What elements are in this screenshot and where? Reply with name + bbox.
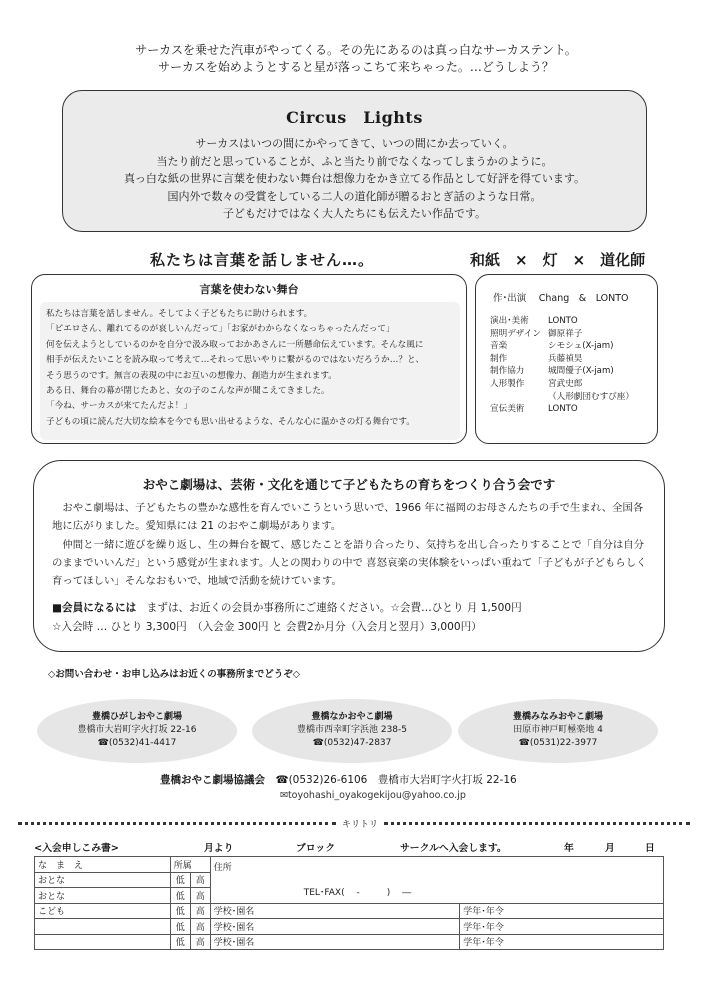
level-low[interactable]: 低 — [170, 934, 190, 950]
credit-role — [490, 391, 548, 404]
oyako-gekijou-title: おやこ劇場は、芸術・文化を通じて子どもたちの育ちをつくり合う会です — [142, 477, 556, 492]
membership-info — [52, 599, 652, 637]
cut-dots-right — [384, 822, 690, 825]
office-name: 豊橋みなみおやこ劇場 — [512, 712, 603, 722]
credit-role: 制作 — [490, 353, 508, 364]
level-high[interactable]: 高 — [190, 903, 210, 919]
form-year: 年 — [564, 843, 574, 854]
credit-row — [490, 365, 634, 378]
credit-role: 演出･美術 — [490, 316, 529, 326]
affiliation-label: 所属 — [170, 857, 210, 873]
credit-row — [490, 340, 634, 353]
credit-role: 人形製作 — [490, 378, 525, 389]
wordless-stage-line: 「ピエロさん、離れてるのが哀しいんだって」「お家がわからなくなっちゃったんだって」 — [46, 324, 395, 335]
circus-line: 子どもだけではなく大人たちにも伝えたい作品です。 — [222, 207, 487, 220]
intro-line-1: サーカスを乗せた汽車がやってくる。その先にあるのは真っ白なサーカステント。 — [135, 43, 577, 57]
wordless-stage-line: 何を伝えようとしているのかを自分で汲み取っておかあさんに一所懸命伝えています。そんな風に — [46, 339, 424, 350]
association-info — [160, 772, 517, 787]
form-circle: サークルへ入会します。 — [400, 843, 507, 854]
credit-row — [490, 378, 634, 391]
office-name: 豊橋なかおやこ劇場 — [311, 712, 393, 722]
credits-list — [490, 315, 634, 416]
association-email: ✉toyohashi_oyakogekijou@yahoo.co.jp — [280, 790, 466, 801]
grade-age-field[interactable]: 学年･年令 — [460, 934, 664, 950]
association-contact: ☎(0532)26-6106 豊橋市大岩町字火打坂 22-16 — [265, 774, 517, 786]
wordless-stage-title: 言葉を使わない舞台 — [199, 283, 299, 296]
credit-row — [490, 403, 634, 416]
address-label: 住所 — [213, 863, 232, 873]
credits-box — [475, 274, 658, 444]
cut-dots-left — [18, 822, 336, 825]
office-naka — [252, 699, 452, 763]
membership-entry-fee: ☆入会時 … ひとり 3,300円 （入会金 300円 と 会費2か月分（入会月と翌月）3,000円） — [52, 621, 482, 633]
school-name-field[interactable]: 学校･園名 — [210, 934, 460, 950]
cut-line — [18, 818, 690, 830]
credit-name: シモシュ(X-jam) — [548, 341, 614, 352]
contact-heading: ◇お問い合わせ・お申し込みはお近くの事務所までどうぞ◇ — [48, 669, 301, 680]
form-day: 日 — [645, 843, 655, 854]
wordless-stage-text — [40, 302, 460, 440]
form-block: ブロック — [296, 843, 335, 854]
intro-text — [0, 42, 712, 76]
credit-name: 御原祥子 — [548, 328, 583, 339]
circus-line: 真っ白な紙の世界に言葉を使わない舞台は想像力をかき立てる作品として好評を得ています。 — [123, 172, 586, 185]
membership-fee: まずは、お近くの会員か事務所にご連絡ください。☆会費…ひとり 月 1,500円 — [136, 602, 522, 614]
circus-line: 国内外で数々の受賞をしている二人の道化師が贈るおとぎ話のような日常。 — [167, 189, 542, 203]
blank-name-cell[interactable] — [35, 919, 171, 935]
intro-line-2: サーカスを始めようとすると星が落っこちて来ちゃった。…どうしよう？ — [158, 60, 554, 74]
circus-lights-title: Circus Lights — [286, 108, 423, 127]
circus-lights-description — [63, 135, 646, 223]
credit-name: LONTO — [548, 404, 578, 415]
application-form-table — [34, 856, 664, 950]
credit-name: （人形劇団むすび座） — [548, 391, 634, 402]
address-cell[interactable] — [210, 857, 663, 904]
credit-role: 制作協力 — [490, 366, 525, 377]
office-minami — [458, 699, 658, 763]
oyako-paragraph: おやこ劇場は、子どもたちの豊かな感性を育んでいこうという思いで、1966 年に福岡のお母さんたちの手で生まれ、全国各地に広がりました。愛知県には 21 のおやこ劇場があります。 — [52, 502, 644, 533]
level-high[interactable]: 高 — [190, 934, 210, 950]
level-high[interactable]: 高 — [190, 919, 210, 935]
circus-lights-box — [62, 90, 647, 232]
office-phone: ☎(0531)22-3977 — [518, 738, 598, 748]
section-heading-washi-light-clown: 和紙 × 灯 × 道化師 — [470, 251, 646, 269]
wordless-stage-box — [31, 274, 467, 444]
child-label: こども — [35, 903, 171, 919]
credit-role: 宣伝美術 — [490, 404, 525, 415]
office-address: 田原市神戸町極楽地 4 — [513, 725, 603, 735]
wordless-stage-line: ある日、舞台の幕が閉じたあと、女の子のこんな声が聞こえてきました。 — [46, 386, 330, 397]
level-low[interactable]: 低 — [170, 888, 190, 904]
form-month-from: 月より — [204, 843, 234, 854]
blank-name-cell[interactable] — [35, 934, 171, 950]
tel-fax-label: TEL･FAX( - ) ― — [303, 888, 412, 898]
school-name-field[interactable]: 学校･園名 — [210, 903, 460, 919]
form-row-child — [35, 903, 664, 919]
credit-name: 宮武史郎 — [548, 378, 583, 389]
level-high[interactable]: 高 — [190, 872, 210, 888]
name-label: な ま え — [35, 857, 171, 873]
credit-role: 音楽 — [490, 341, 508, 352]
credit-name: 兵藤禎昊 — [548, 353, 583, 364]
adult-label: おとな — [35, 888, 171, 904]
form-row-name — [35, 857, 664, 873]
form-title: <入会申しこみ書> — [34, 843, 119, 854]
office-phone: ☎(0532)41-4417 — [97, 738, 177, 748]
level-high[interactable]: 高 — [190, 888, 210, 904]
credit-row — [490, 328, 634, 341]
circus-line: 当たり前だと思っていることが、ふと当たり前でなくなってしまうかのように。 — [156, 154, 553, 168]
oyako-gekijou-description — [52, 499, 652, 590]
office-address: 豊橋市西幸町字浜池 238-5 — [296, 725, 407, 735]
office-phone: ☎(0532)47-2837 — [312, 738, 392, 748]
credit-role: 照明デザイン — [490, 328, 541, 339]
credit-row — [490, 391, 634, 404]
membership-label: ■会員になるには — [52, 602, 137, 614]
credits-title: 作･出演 Chang & LONTO — [493, 293, 629, 304]
office-name: 豊橋ひがしおやこ劇場 — [91, 712, 182, 722]
adult-label: おとな — [35, 872, 171, 888]
section-heading-no-words: 私たちは言葉を話しません…。 — [150, 251, 375, 269]
form-row-child — [35, 934, 664, 950]
application-form-header — [34, 840, 664, 854]
wordless-stage-line: 相手が伝えたいことを読み取って考えて…それって思いやりに繋がるのではないだろうか…？と、 — [46, 355, 425, 366]
office-address: 豊橋市大岩町字火打坂 22-16 — [77, 725, 197, 735]
grade-age-field[interactable]: 学年･年令 — [460, 903, 664, 919]
credit-row — [490, 353, 634, 366]
level-low[interactable]: 低 — [170, 903, 190, 919]
circus-line: サーカスはいつの間にかやってきて、いつの間にか去っていく。 — [195, 137, 514, 150]
level-low[interactable]: 低 — [170, 872, 190, 888]
association-name: 豊橋おやこ劇場協議会 — [160, 774, 265, 786]
credit-name: LONTO — [548, 316, 578, 326]
wordless-stage-line: 私たちは言葉を話しません。そしてよく子どもたちに助けられます。 — [46, 309, 313, 319]
form-month: 月 — [605, 843, 615, 854]
form-row-child — [35, 919, 664, 935]
school-name-field[interactable]: 学校･園名 — [210, 919, 460, 935]
grade-age-field[interactable]: 学年･年令 — [460, 919, 664, 935]
wordless-stage-line: 子どもの頃に読んだ大切な絵本を今でも思い出せるような、そんな心に温かさの灯る舞台です。 — [46, 416, 415, 427]
wordless-stage-line: そう思うのです。無言の表現の中にお互いの想像力、創造力が生まれます。 — [46, 370, 337, 381]
oyako-gekijou-box — [33, 460, 665, 652]
credit-name: 城間優子(X-jam) — [548, 366, 614, 377]
cut-label: キリトリ — [340, 817, 380, 830]
credit-row — [490, 315, 634, 328]
level-low[interactable]: 低 — [170, 919, 190, 935]
office-higashi — [37, 699, 237, 763]
oyako-paragraph: 仲間と一緒に遊びを繰り返し、生の舞台を観て、感じたことを語り合ったり、気持ちを出し合ったりすることで「自分は自分のままでいいんだ」という感覚が生まれます。人との関わりの中で 喜怒哀楽の実体験をいっぱい重ねて「子どもが子どもらしく育ってほしい」そんなおもいで、地域で活動を続けています。 — [52, 538, 647, 588]
wordless-stage-line: 「今ね、サーカスが来てたんだよ！」 — [46, 401, 192, 412]
